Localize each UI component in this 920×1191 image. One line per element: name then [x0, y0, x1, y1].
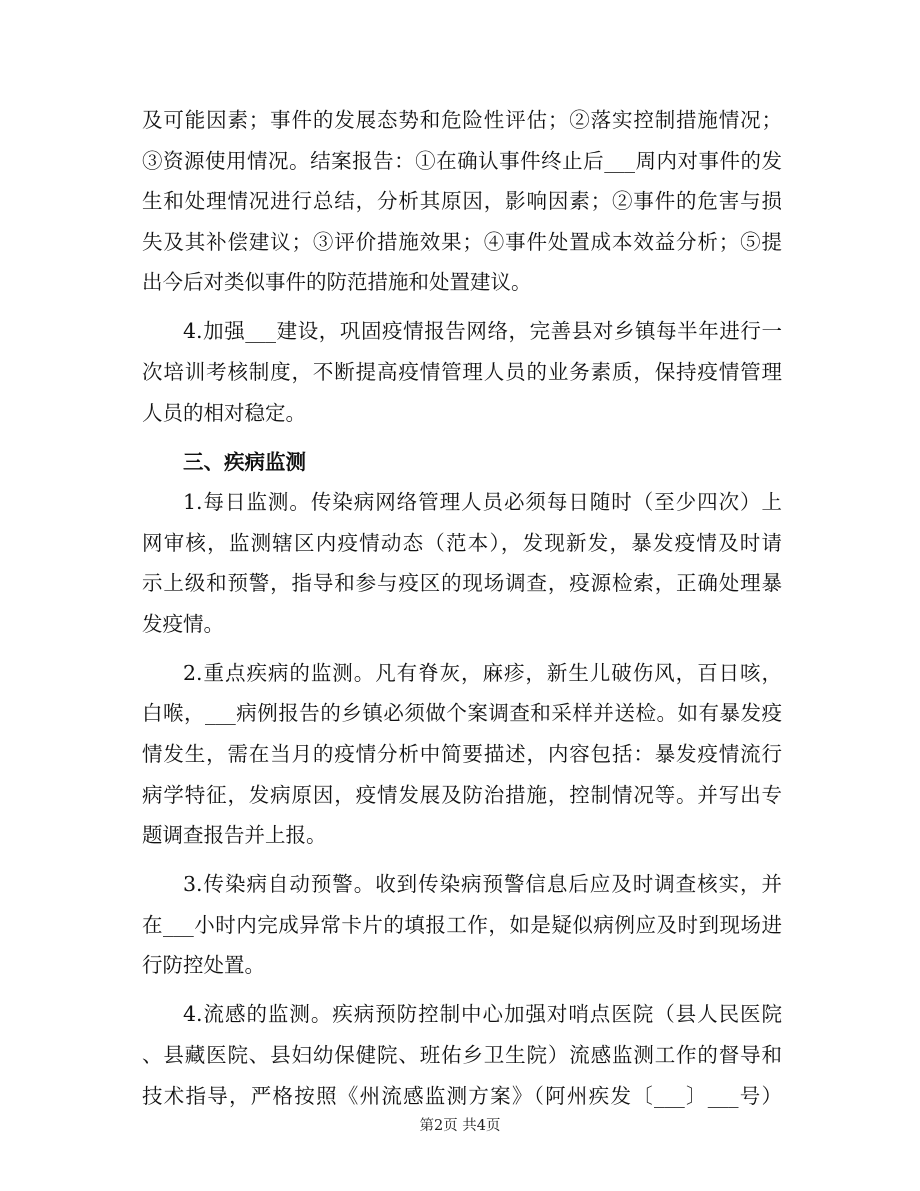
text-line: 生和处理情况进行总结，分析其原因，影响因素；②事件的危害与损 [142, 189, 782, 214]
text-line: 发疫情。 [142, 611, 224, 636]
text-line: 失及其补偿建议；③评价措施效果；④事件处置成本效益分析；⑤提 [142, 229, 782, 254]
text-line: 技术指导，严格按照《州流感监测方案》（阿州疾发〔___〕___号） [142, 1083, 782, 1108]
text-line: 题调查报告并上报。 [142, 823, 327, 848]
text-line: 2.重点疾病的监测。凡有脊灰，麻疹，新生儿破伤风，百日咳， [183, 660, 782, 685]
text-line: 4.流感的监测。疾病预防控制中心加强对哨点医院（县人民医院 [183, 1002, 782, 1027]
text-line: 在___小时内完成异常卡片的填报工作，如是疑似病例应及时到现场进 [142, 912, 782, 937]
paragraph-key-disease-monitoring [142, 653, 782, 856]
text-line: 1.每日监测。传染病网络管理人员必须每日随时（至少四次）上 [183, 490, 782, 515]
document-body [142, 100, 782, 1116]
text-line: 人员的相对稳定。 [142, 400, 306, 425]
text-line: 示上级和预警，指导和参与疫区的现场调查，疫源检索，正确处理暴 [142, 571, 782, 596]
text-line: 、县藏医院、县妇幼保健院、班佑乡卫生院）流感监测工作的督导和 [142, 1043, 782, 1068]
text-line: 及可能因素；事件的发展态势和危险性评估；②落实控制措施情况； [142, 108, 782, 132]
text-line: 次培训考核制度，不断提高疫情管理人员的业务素质，保持疫情管理 [142, 359, 782, 384]
text-line: 情发生，需在当月的疫情分析中简要描述，内容包括：暴发疫情流行 [142, 742, 782, 767]
text-line: 4.加强___建设，巩固疫情报告网络，完善县对乡镇每半年进行一 [183, 319, 782, 344]
text-line: 白喉，___病例报告的乡镇必须做个案调查和采样并送检。如有暴发疫 [142, 701, 782, 726]
text-line: 网审核，监测辖区内疫情动态（范本），发现新发，暴发疫情及时请 [142, 530, 782, 555]
paragraph-item-4-network [142, 311, 782, 433]
page-number-footer: 第2页 共4页 [419, 1118, 501, 1134]
paragraph-daily-monitoring [142, 482, 782, 644]
text-line: 病学特征，发病原因，疫情发展及防治措施，控制情况等。并写出专 [142, 782, 782, 807]
paragraph-continuation [142, 100, 782, 303]
text-line: 行防控处置。 [142, 953, 265, 978]
paragraph-auto-warning [142, 864, 782, 986]
paragraph-influenza-monitoring [142, 994, 782, 1116]
text-line: 出今后对类似事件的防范措施和处置建议。 [142, 270, 532, 295]
section-heading: 三、疾病监测 [183, 449, 306, 474]
text-line: ③资源使用情况。结案报告：①在确认事件终止后___周内对事件的发 [142, 148, 782, 173]
text-line: 3.传染病自动预警。收到传染病预警信息后应及时调查核实，并 [183, 872, 782, 897]
